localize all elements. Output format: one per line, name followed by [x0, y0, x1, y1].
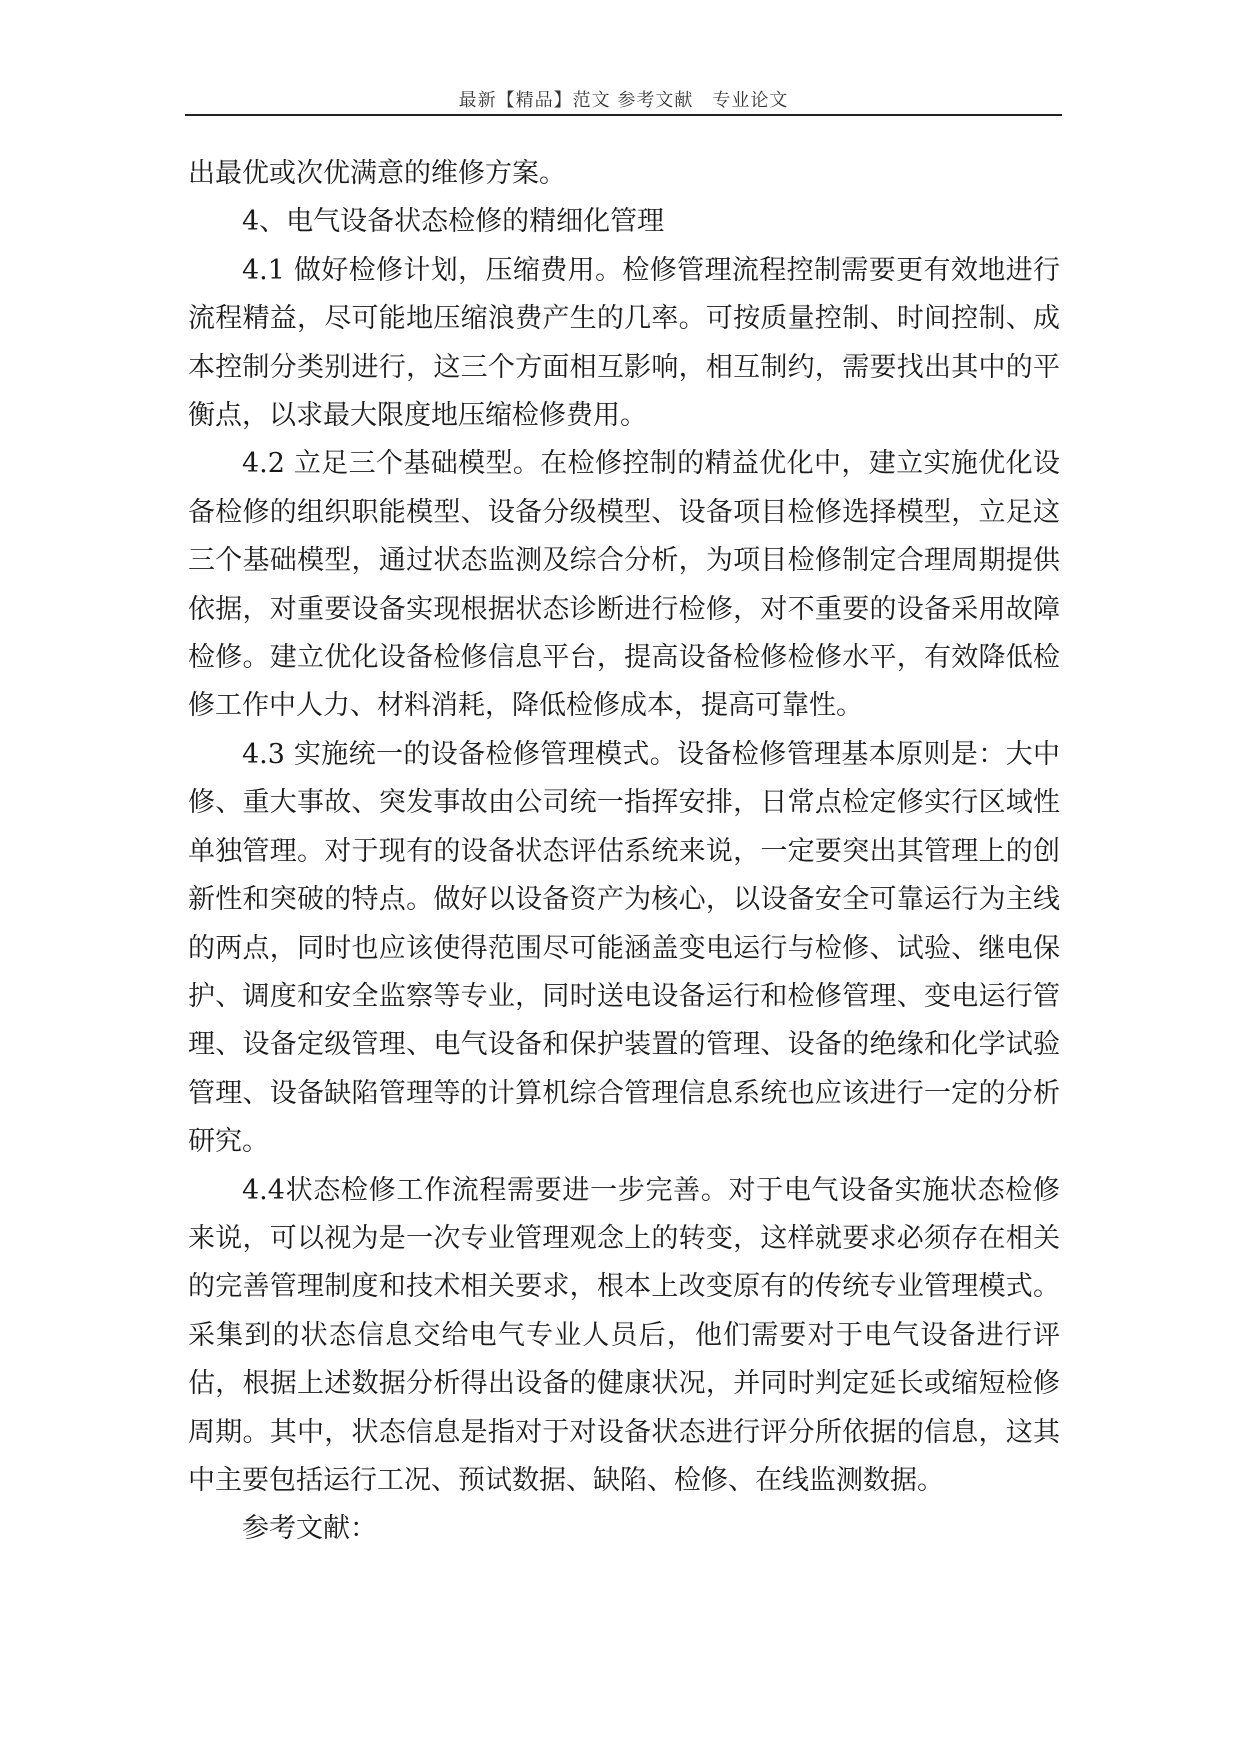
- paragraph-4-3: 4.3 实施统一的设备检修管理模式。设备检修管理基本原则是：大中修、重大事故、突发事故由公司统一指挥安排，日常点检定修实行区域性单独管理。对于现有的设备状态评估系统来说，一定要突出其管理上的创新性和突破的特点。做好以设备资产为核心，以设备安全可靠运行为主线的两点，同时也应该使得范围尽可能涵盖变电运行与检修、试验、继电保护、调度和安全监察等专业，同时送电设备运行和检修管理、变电运行管理、设备定级管理、电气设备和保护装置的管理、设备的绝缘和化学试验管理、设备缺陷管理等的计算机综合管理信息系统也应该进行一定的分析研究。: [188, 738, 1060, 1158]
- page-header: 最新【精品】范文 参考文献 专业论文: [458, 90, 789, 111]
- section-heading: 4、电气设备状态检修的精细化管理: [242, 206, 665, 238]
- paragraph-4-2: 4.2 立足三个基础模型。在检修控制的精益优化中，建立实施优化设备检修的组织职能模型、设备分级模型、设备项目检修选择模型，立足这三个基础模型，通过状态监测及综合分析，为项目检修制定合理周期提供依据，对重要设备实现根据状态诊断进行检修，对不重要的设备采用故障检修。建立优化设备检修信息平台，提高设备检修检修水平，有效降低检修工作中人力、材料消耗，降低检修成本，提高可靠性。: [188, 448, 1060, 722]
- header-divider: [185, 114, 1062, 116]
- references-heading: 参考文献：: [242, 1513, 377, 1545]
- paragraph-4-4: 4.4状态检修工作流程需要进一步完善。对于电气设备实施状态检修来说，可以视为是一次专业管理观念上的转变，这样就要求必须存在相关的完善管理制度和技术相关要求，根本上改变原有的传统专业管理模式。采集到的状态信息交给电气专业人员后，他们需要对于电气设备进行评估，根据上述数据分析得出设备的健康状况，并同时判定延长或缩短检修周期。其中，状态信息是指对于对设备状态进行评分所依据的信息，这其中主要包括运行工况、预试数据、缺陷、检修、在线监测数据。: [188, 1174, 1060, 1496]
- paragraph-4-1: 4.1 做好检修计划，压缩费用。检修管理流程控制需要更有效地进行流程精益，尽可能地压缩浪费产生的几率。可按质量控制、时间控制、成本控制分类别进行，这三个方面相互影响，相互制约，需要找出其中的平衡点，以求最大限度地压缩检修费用。: [188, 254, 1060, 432]
- document-body: [188, 150, 1060, 1554]
- continuation-paragraph: 出最优或次优满意的维修方案。: [188, 158, 566, 189]
